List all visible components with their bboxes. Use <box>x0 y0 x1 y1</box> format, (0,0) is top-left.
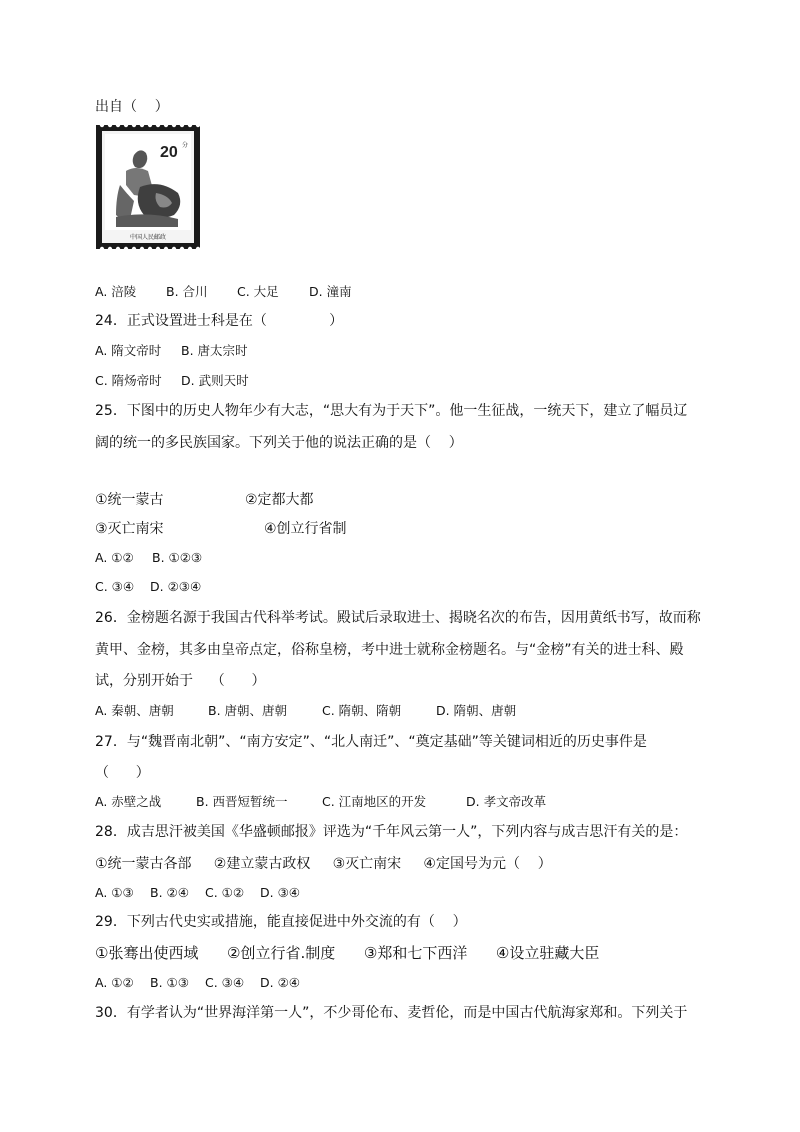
q25-option-d: D. ②③④ <box>150 579 202 594</box>
q29-items: ①张骞出使西域 ②创立行省.制度 ③郑和七下西洋 ④设立驻藏大臣 <box>95 944 600 962</box>
q25-stem-line-2: 阔的统一的多民族国家。下列关于他的说法正确的是（ ） <box>95 435 463 451</box>
q28-option-a: A. ①③ <box>95 885 134 900</box>
q29-option-d: D. ②④ <box>260 975 300 990</box>
q29-option-a: A. ①② <box>95 975 134 990</box>
q29-stem: 29．下列古代史实或措施，能直接促进中外交流的有（ ） <box>95 914 467 930</box>
q25-item-2: ②定都大都 <box>245 492 314 508</box>
q26-option-a: A. 秦朝、唐朝 <box>95 703 174 718</box>
q26-option-d: D. 隋朝、唐朝 <box>436 703 517 718</box>
q23-stem-tail: 出自（ ） <box>95 99 169 115</box>
q27-stem-line-1: 27．与“魏晋南北朝”、“南方安定”、“北人南迁”、“奠定基础”等关键词相近的历史事件是 <box>95 734 647 750</box>
q28-option-b: B. ②④ <box>150 885 189 900</box>
q25-option-c: C. ③④ <box>95 579 135 594</box>
q24-option-d: D. 武则天时 <box>181 373 249 388</box>
q23-option-d: D. 潼南 <box>309 284 352 299</box>
q24-stem: 24．正式设置进士科是在（ ） <box>95 313 344 329</box>
q29-option-b: B. ①③ <box>150 975 189 990</box>
q28-stem: 28．成吉思汗被美国《华盛顿邮报》评选为“千年风云第一人”，下列内容与成吉思汗有关的是： <box>95 824 688 840</box>
q28-items: ①统一蒙古各部 ②建立蒙古政权 ③灭亡南宋 ④定国号为元（ ） <box>95 856 552 872</box>
q26-stem-line-3: 试，分别开始于 （ ） <box>95 673 266 689</box>
q24-option-c: C. 隋炀帝时 <box>95 373 162 388</box>
q27-option-a: A. 赤壁之战 <box>95 794 162 809</box>
q25-item-1: ①统一蒙古 <box>95 492 164 508</box>
stamp-unit: 分 <box>182 143 189 149</box>
q26-stem-line-2: 黄甲、金榜，其多由皇帝点定，俗称皇榜，考中进士就称金榜题名。与“金榜”有关的进士科、殿 <box>95 642 684 658</box>
postage-stamp-image <box>96 125 200 249</box>
q26-option-b: B. 唐朝、唐朝 <box>208 703 288 718</box>
q27-option-b: B. 西晋短暂统一 <box>196 794 288 809</box>
q25-option-b: B. ①②③ <box>152 550 203 565</box>
q25-item-3: ③灭亡南宋 <box>95 521 164 537</box>
q26-stem-line-1: 26．金榜题名源于我国古代科举考试。殿试后录取进士、揭晓名次的布告，因用黄纸书写，故而称 <box>95 610 701 626</box>
q29-option-c: C. ③④ <box>205 975 245 990</box>
q28-option-d: D. ③④ <box>260 885 300 900</box>
q27-option-d: D. 孝文帝改革 <box>466 794 547 809</box>
q25-option-a: A. ①② <box>95 550 134 565</box>
stamp-issuer: 中国人民邮政 <box>129 234 167 241</box>
q23-option-a: A. 涪陵 <box>95 284 137 299</box>
q23-option-b: B. 合川 <box>166 284 208 299</box>
q25-item-4: ④创立行省制 <box>264 521 347 537</box>
q26-option-c: C. 隋朝、隋朝 <box>322 703 402 718</box>
q24-option-b: B. 唐太宗时 <box>181 343 248 358</box>
q28-option-c: C. ①② <box>205 885 245 900</box>
stamp-value: 20 <box>160 144 178 161</box>
q27-stem-line-2: （ ） <box>95 765 150 781</box>
q25-stem-line-1: 25．下图中的历史人物年少有大志，“思大有为于天下”。他一生征战，一统天下，建立了幅员辽 <box>95 403 688 419</box>
q27-option-c: C. 江南地区的开发 <box>322 794 427 809</box>
q24-option-a: A. 隋文帝时 <box>95 343 162 358</box>
q30-stem: 30．有学者认为“世界海洋第一人”，不少哥伦布、麦哲伦，而是中国古代航海家郑和。下列关于 <box>95 1005 688 1021</box>
q23-option-c: C. 大足 <box>237 284 279 299</box>
